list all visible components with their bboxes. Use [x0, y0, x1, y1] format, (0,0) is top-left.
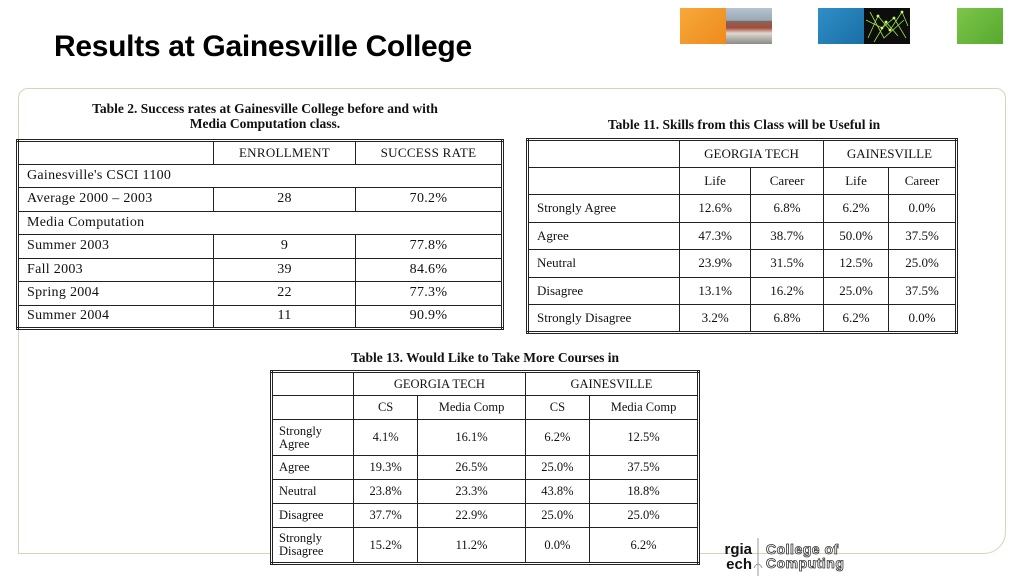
- rate-cell: 77.3%: [356, 282, 503, 306]
- value-cell: 23.3%: [418, 480, 526, 504]
- value-cell: 23.8%: [354, 480, 418, 504]
- table11-caption: Table 11. Skills from this Class will be Useful in: [607, 117, 881, 132]
- value-cell: 15.2%: [354, 528, 418, 564]
- value-cell: 37.7%: [354, 504, 418, 528]
- group-gainesville: GAINESVILLE: [525, 372, 698, 396]
- slide-title: Results at Gainesville College: [54, 30, 472, 63]
- value-cell: 25.0%: [525, 456, 589, 480]
- section-row: [18, 211, 503, 235]
- group-gainesville: GAINESVILLE: [823, 140, 956, 168]
- table-row: [272, 420, 699, 456]
- georgia-tech-wordmark: rgia ech: [724, 541, 752, 573]
- college-of-computing-logo: [700, 538, 890, 576]
- row-label: Disagree: [272, 504, 354, 528]
- table13-caption: Table 13. Would Like to Take More Courses in: [351, 350, 619, 365]
- value-cell: 43.8%: [525, 480, 589, 504]
- logo-divider-icon: [752, 538, 764, 576]
- value-cell: 4.1%: [354, 420, 418, 456]
- header-blank: [18, 141, 214, 165]
- sub-header: CS: [354, 396, 418, 420]
- rate-cell: 84.6%: [356, 258, 503, 282]
- more-courses-table: [270, 370, 700, 565]
- value-cell: 37.5%: [889, 277, 957, 305]
- value-cell: 12.6%: [680, 195, 751, 223]
- value-cell: 0.0%: [525, 528, 589, 564]
- table-row: [18, 305, 503, 329]
- college-of-computing-wordmark: College of Computing: [766, 541, 845, 571]
- header-blank: [272, 372, 354, 396]
- header-blank: [528, 167, 680, 195]
- sub-header: CS: [525, 396, 589, 420]
- rate-cell: 70.2%: [356, 188, 503, 212]
- value-cell: 6.2%: [590, 528, 699, 564]
- building-photo-tile: [726, 8, 772, 44]
- enrollment-cell: 22: [214, 282, 356, 306]
- section-row: [18, 164, 503, 188]
- table-row: [528, 195, 957, 223]
- row-label: Summer 2003: [18, 235, 214, 259]
- value-cell: 6.8%: [751, 195, 824, 223]
- table-header-row: [18, 141, 503, 165]
- row-label: Fall 2003: [18, 258, 214, 282]
- blue-tile: [818, 8, 864, 44]
- table-row: [18, 235, 503, 259]
- table-row: [18, 282, 503, 306]
- rate-cell: 90.9%: [356, 305, 503, 329]
- value-cell: 6.8%: [751, 305, 824, 333]
- table-row: [18, 258, 503, 282]
- value-cell: 0.0%: [889, 195, 957, 223]
- enrollment-cell: 39: [214, 258, 356, 282]
- value-cell: 6.2%: [823, 195, 888, 223]
- value-cell: 38.7%: [751, 222, 824, 250]
- table-row: [18, 188, 503, 212]
- skills-useful-table: [526, 138, 958, 334]
- sub-header: Life: [823, 167, 888, 195]
- row-label: Strongly Disagree: [528, 305, 680, 333]
- value-cell: 13.1%: [680, 277, 751, 305]
- table2-caption: [14, 101, 516, 131]
- sub-header: Career: [889, 167, 957, 195]
- section-label: Media Computation: [18, 211, 503, 235]
- row-label: Spring 2004: [18, 282, 214, 306]
- table-row: [528, 222, 957, 250]
- group-georgia-tech: GEORGIA TECH: [354, 372, 526, 396]
- sub-header: Life: [680, 167, 751, 195]
- value-cell: 16.2%: [751, 277, 824, 305]
- orange-tile: [680, 8, 726, 44]
- table2-caption-line1: Table 2. Success rates at Gainesville College before and with: [92, 101, 438, 116]
- value-cell: 6.2%: [823, 305, 888, 333]
- row-label: Strongly Agree: [528, 195, 680, 223]
- value-cell: 25.0%: [525, 504, 589, 528]
- table-row: [272, 480, 699, 504]
- value-cell: 18.8%: [590, 480, 699, 504]
- value-cell: 19.3%: [354, 456, 418, 480]
- group-header-row: [528, 140, 957, 168]
- value-cell: 50.0%: [823, 222, 888, 250]
- value-cell: 0.0%: [889, 305, 957, 333]
- network-graphic-tile: [864, 8, 910, 44]
- header-success-rate: SUCCESS RATE: [356, 141, 503, 165]
- value-cell: 16.1%: [418, 420, 526, 456]
- value-cell: 6.2%: [525, 420, 589, 456]
- value-cell: 25.0%: [889, 250, 957, 278]
- row-label: Disagree: [528, 277, 680, 305]
- success-rates-table: [16, 139, 504, 330]
- row-label: Average 2000 – 2003: [18, 188, 214, 212]
- row-label: Neutral: [272, 480, 354, 504]
- row-label: Summer 2004: [18, 305, 214, 329]
- sub-header: Career: [751, 167, 824, 195]
- section-label: Gainesville's CSCI 1100: [18, 164, 503, 188]
- enrollment-cell: 11: [214, 305, 356, 329]
- value-cell: 22.9%: [418, 504, 526, 528]
- value-cell: 47.3%: [680, 222, 751, 250]
- sub-header-row: [528, 167, 957, 195]
- value-cell: 11.2%: [418, 528, 526, 564]
- sub-header: Media Comp: [418, 396, 526, 420]
- table-row: [528, 305, 957, 333]
- table-row: [528, 250, 957, 278]
- row-label: Agree: [528, 222, 680, 250]
- row-label: Strongly Agree: [272, 420, 354, 456]
- value-cell: 12.5%: [823, 250, 888, 278]
- table2-caption-line2: Media Computation class.: [189, 116, 341, 131]
- enrollment-cell: 9: [214, 235, 356, 259]
- row-label: Agree: [272, 456, 354, 480]
- value-cell: 37.5%: [889, 222, 957, 250]
- table-row: [272, 504, 699, 528]
- sub-header-row: [272, 396, 699, 420]
- value-cell: 26.5%: [418, 456, 526, 480]
- value-cell: 3.2%: [680, 305, 751, 333]
- row-label: Neutral: [528, 250, 680, 278]
- value-cell: 37.5%: [590, 456, 699, 480]
- header-blank: [528, 140, 680, 168]
- header-blank: [272, 396, 354, 420]
- group-header-row: [272, 372, 699, 396]
- enrollment-cell: 28: [214, 188, 356, 212]
- table-row: [272, 456, 699, 480]
- group-georgia-tech: GEORGIA TECH: [680, 140, 824, 168]
- value-cell: 25.0%: [823, 277, 888, 305]
- value-cell: 31.5%: [751, 250, 824, 278]
- header-enrollment: ENROLLMENT: [214, 141, 356, 165]
- table-row: [528, 277, 957, 305]
- row-label: Strongly Disagree: [272, 528, 354, 564]
- value-cell: 12.5%: [590, 420, 699, 456]
- value-cell: 23.9%: [680, 250, 751, 278]
- rate-cell: 77.8%: [356, 235, 503, 259]
- green-tile: [957, 8, 1003, 44]
- value-cell: 25.0%: [590, 504, 699, 528]
- sub-header: Media Comp: [590, 396, 699, 420]
- table-row: [272, 528, 699, 564]
